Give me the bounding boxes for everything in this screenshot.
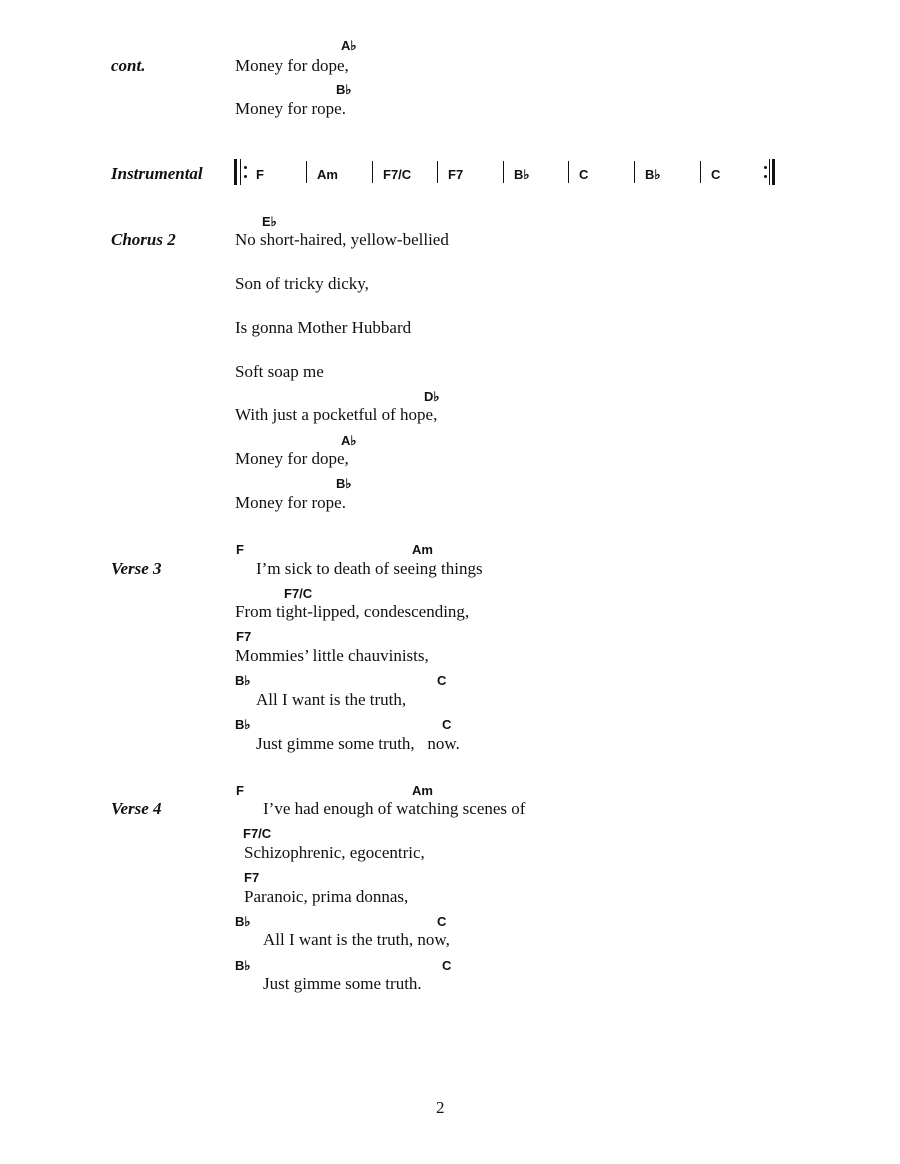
lyric-line: Soft soap me bbox=[235, 362, 324, 381]
bar-line bbox=[568, 161, 569, 183]
bar-line bbox=[306, 161, 307, 183]
bar-chord: F bbox=[256, 167, 264, 182]
chord: B♭ bbox=[336, 82, 352, 97]
lyric-line: Money for rope. bbox=[235, 99, 346, 118]
bar-line bbox=[503, 161, 504, 183]
repeat-dot bbox=[244, 166, 247, 169]
chord: D♭ bbox=[424, 389, 440, 404]
lyric-line: Just gimme some truth. bbox=[263, 974, 422, 993]
chord: F7/C bbox=[243, 826, 272, 841]
page-number: 2 bbox=[436, 1098, 445, 1117]
lyric-line: No short-haired, yellow-bellied bbox=[235, 230, 449, 249]
chord: Am bbox=[412, 542, 433, 557]
bar-chord: F7/C bbox=[383, 167, 412, 182]
section-label-cont: cont. bbox=[111, 56, 146, 75]
lyric-line: Son of tricky dicky, bbox=[235, 274, 369, 293]
chord: F7/C bbox=[284, 586, 313, 601]
chord: C bbox=[437, 914, 447, 929]
lyric-line: I’ve had enough of watching scenes of bbox=[263, 799, 526, 818]
chord: Am bbox=[412, 783, 433, 798]
chord: C bbox=[442, 958, 452, 973]
bar-line bbox=[437, 161, 438, 183]
chord: B♭ bbox=[235, 914, 251, 929]
section-label-instrumental: Instrumental bbox=[111, 164, 203, 183]
section-label-chorus-2: Chorus 2 bbox=[111, 230, 176, 249]
repeat-end-thick-bar bbox=[772, 159, 775, 185]
bar-line bbox=[700, 161, 701, 183]
lyric-line: Mommies’ little chauvinists, bbox=[235, 646, 429, 665]
bar-chord: Am bbox=[317, 167, 338, 182]
bar-chord: C bbox=[579, 167, 589, 182]
lyric-line: With just a pocketful of hope, bbox=[235, 405, 438, 424]
bar-chord: B♭ bbox=[645, 167, 661, 182]
chord: B♭ bbox=[235, 673, 251, 688]
lyric-line: From tight-lipped, condescending, bbox=[235, 602, 470, 621]
chord: A♭ bbox=[341, 433, 357, 448]
chord: B♭ bbox=[235, 717, 251, 732]
chord: C bbox=[442, 717, 452, 732]
chord: A♭ bbox=[341, 38, 357, 53]
lyric-line: All I want is the truth, now, bbox=[263, 930, 450, 949]
chord: C bbox=[437, 673, 447, 688]
repeat-dot bbox=[244, 175, 247, 178]
lyric-line: Just gimme some truth, now. bbox=[256, 734, 460, 753]
bar-chord: C bbox=[711, 167, 721, 182]
bar-line bbox=[372, 161, 373, 183]
bar-chord: F7 bbox=[448, 167, 464, 182]
lyric-line: All I want is the truth, bbox=[256, 690, 407, 709]
repeat-start-thin-bar bbox=[240, 159, 241, 185]
bar-line bbox=[634, 161, 635, 183]
lyric-line: Money for rope. bbox=[235, 493, 346, 512]
chord: F7 bbox=[236, 629, 252, 644]
repeat-start-thick-bar bbox=[234, 159, 237, 185]
bar-chord: B♭ bbox=[514, 167, 530, 182]
repeat-end-thin-bar bbox=[769, 159, 770, 185]
lyric-line: Is gonna Mother Hubbard bbox=[235, 318, 412, 337]
lyric-line: Paranoic, prima donnas, bbox=[244, 887, 409, 906]
lyric-line: Money for dope, bbox=[235, 449, 349, 468]
section-label-verse-4: Verse 4 bbox=[111, 799, 162, 818]
chord: F7 bbox=[244, 870, 260, 885]
chord: B♭ bbox=[336, 476, 352, 491]
chord: F bbox=[236, 542, 244, 557]
chord: E♭ bbox=[262, 214, 277, 229]
repeat-dot bbox=[764, 175, 767, 178]
chord: F bbox=[236, 783, 244, 798]
repeat-dot bbox=[764, 166, 767, 169]
lyric-line: I’m sick to death of seeing things bbox=[256, 559, 483, 578]
section-label-verse-3: Verse 3 bbox=[111, 559, 162, 578]
lyric-line: Money for dope, bbox=[235, 56, 349, 75]
lyric-line: Schizophrenic, egocentric, bbox=[244, 843, 425, 862]
chord: B♭ bbox=[235, 958, 251, 973]
